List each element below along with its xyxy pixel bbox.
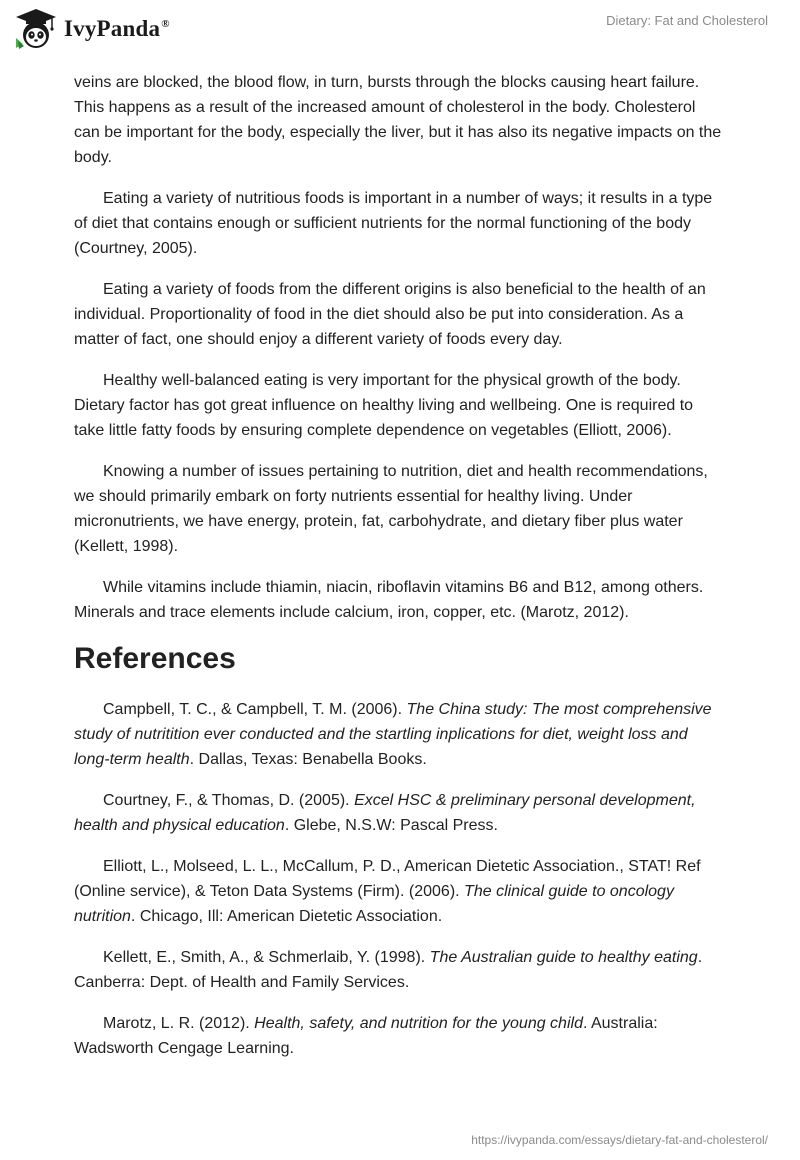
reference-entry: Courtney, F., & Thomas, D. (2005). Excel HSC & preliminary personal development, health and physical education. Glebe, N.S.W: Pascal Press.	[74, 792, 696, 834]
panda-logo-icon	[14, 8, 58, 50]
body-paragraph: While vitamins include thiamin, niacin, riboflavin vitamins B6 and B12, among others. Minerals and trace elements include calcium, iron, copper, etc. (Marotz, 2012).	[74, 579, 704, 621]
reference-entry: Campbell, T. C., & Campbell, T. M. (2006). The China study: The most comprehensive study of nutritition ever conducted and the startling inplications for diet, weight loss and long-term health. Dallas, Texas: Benabella Books.	[74, 701, 712, 768]
body-paragraph: Knowing a number of issues pertaining to nutrition, diet and health recommendations, we should primarily embark on forty nutrients essential for healthy living. Under micronutrients, we have energy, protein, fat, carbohydrate, and dietary fiber plus water (Kellett, 1998).	[74, 463, 708, 555]
body-paragraph: Eating a variety of foods from the different origins is also beneficial to the health of an individual. Proportionality of food in the diet should also be put into consideration. As a matter of fact, one should enjoy a different variety of foods every day.	[74, 281, 706, 348]
trademark-symbol: ®	[161, 18, 170, 31]
brand-name: IvyPanda®	[64, 16, 170, 41]
page-header	[0, 0, 800, 70]
body-paragraph: veins are blocked, the blood flow, in turn, bursts through the blocks causing heart failure. This happens as a result of the increased amount of cholesterol in the body. Cholesterol can be important for the body, especially the liver, but it has also its negative impacts on the body.	[74, 74, 722, 166]
body-paragraph: Healthy well-balanced eating is very important for the physical growth of the body. Dietary factor has got great influence on healthy living and wellbeing. One is required to take little fatty foods by ensuring complete dependence on vegetables (Elliott, 2006).	[74, 372, 694, 439]
reference-title: Excel HSC & preliminary personal development, health and physical education	[74, 792, 696, 834]
reference-title: Health, safety, and nutrition for the young child	[254, 1015, 583, 1032]
ivypanda-logo[interactable]	[14, 8, 170, 50]
document-title: Dietary: Fat and Cholesterol	[606, 13, 768, 28]
reference-entry: Marotz, L. R. (2012). Health, safety, and nutrition for the young child. Australia: Wadsworth Cengage Learning.	[74, 1015, 658, 1057]
source-url-link[interactable]: https://ivypanda.com/essays/dietary-fat-and-cholesterol/	[471, 1133, 768, 1147]
reference-title: The Australian guide to healthy eating	[429, 949, 698, 966]
reference-entry: Kellett, E., Smith, A., & Schmerlaib, Y. (1998). The Australian guide to healthy eating. Canberra: Dept. of Health and Family Services.	[74, 949, 703, 991]
reference-title: The clinical guide to oncology nutrition	[74, 883, 674, 925]
body-paragraph: Eating a variety of nutritious foods is important in a number of ways; it results in a type of diet that contains enough or sufficient nutrients for the normal functioning of the body (Courtney, 2005).	[74, 190, 713, 257]
essay-content	[74, 70, 724, 1077]
reference-title: The China study: The most comprehensive study of nutritition ever conducted and the startling inplications for diet, weight loss and long-term health	[74, 701, 712, 768]
reference-entry: Elliott, L., Molseed, L. L., McCallum, P. D., American Dietetic Association., STAT! Ref (Online service), & Teton Data Systems (Firm). (2006). The clinical guide to oncology nutrition. Chicago, Ill: American Dietetic Association.	[74, 858, 701, 925]
references-heading: References	[74, 642, 236, 675]
